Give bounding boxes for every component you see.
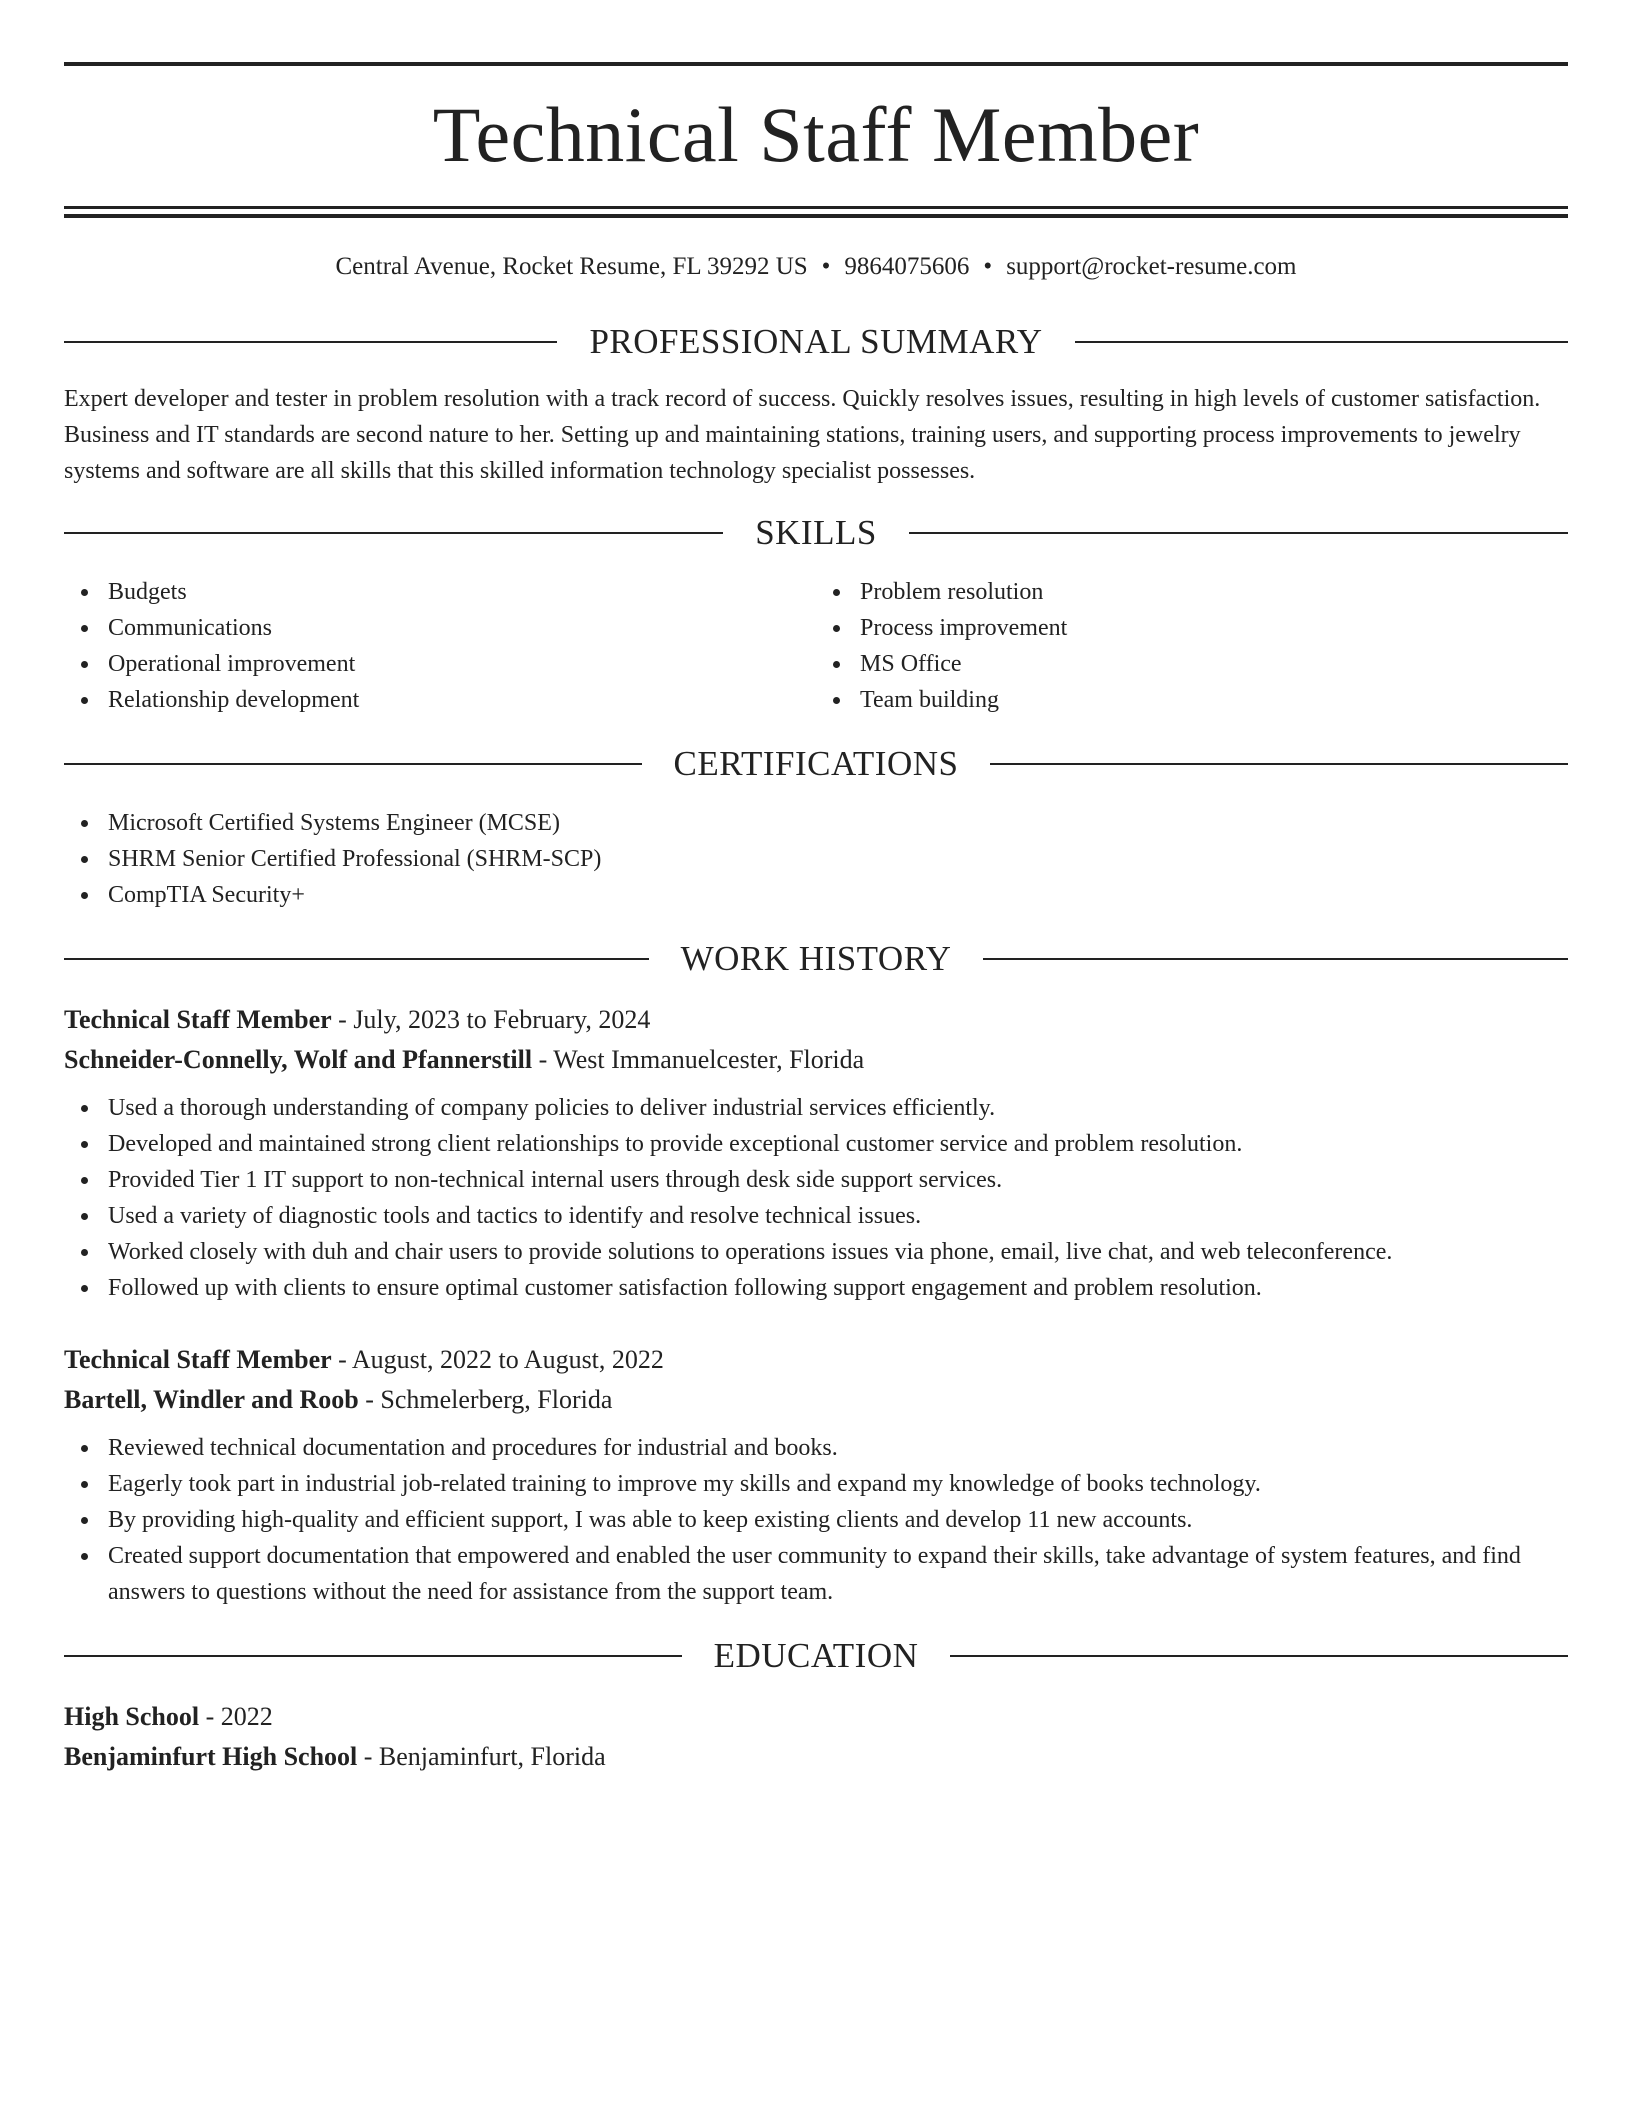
job-bullets	[64, 1430, 1568, 1610]
section-rule	[64, 532, 723, 534]
job-bullet: By providing high-quality and efficient support, I was able to keep existing clients and develop 11 new accounts.	[108, 1502, 1568, 1538]
education-entry	[64, 1697, 1568, 1777]
section-title: CERTIFICATIONS	[673, 744, 959, 783]
section-rule	[64, 341, 557, 343]
skill-item: Communications	[108, 610, 816, 646]
job-bullet: Developed and maintained strong client relationships to provide exceptional customer service and problem resolution.	[108, 1126, 1568, 1162]
skill-item: Budgets	[108, 574, 816, 610]
job-company: Bartell, Windler and Roob	[64, 1385, 359, 1414]
section-rule	[990, 763, 1568, 765]
certification-item: CompTIA Security+	[108, 877, 1568, 913]
contact-separator: •	[821, 253, 831, 280]
email: support@rocket-resume.com	[1006, 253, 1297, 280]
address: Central Avenue, Rocket Resume, FL 39292 US	[335, 253, 808, 280]
job-company: Schneider-Connelly, Wolf and Pfannerstill	[64, 1045, 533, 1074]
section-header-certifications	[64, 746, 1568, 781]
job-location: - Schmelerberg, Florida	[358, 1385, 613, 1414]
job-company-line	[64, 1040, 1568, 1080]
job-bullet: Followed up with clients to ensure optimal customer satisfaction following support engagement and problem resolution.	[108, 1270, 1568, 1306]
section-title: PROFESSIONAL SUMMARY	[589, 322, 1043, 361]
section-rule	[64, 1655, 682, 1657]
skills-column-left	[64, 574, 816, 718]
skill-item: Relationship development	[108, 682, 816, 718]
skill-item: Process improvement	[860, 610, 1568, 646]
job-title-line	[64, 1340, 1568, 1380]
education-degree: High School	[64, 1702, 200, 1731]
contact-line	[64, 252, 1568, 282]
resume-name: Technical Staff Member	[432, 91, 1200, 178]
job-dates: - July, 2023 to February, 2024	[331, 1005, 651, 1034]
skill-item: Team building	[860, 682, 1568, 718]
skills-column-right	[816, 574, 1568, 718]
certification-item: Microsoft Certified Systems Engineer (MCSE)	[108, 805, 1568, 841]
job-bullet: Used a variety of diagnostic tools and tactics to identify and resolve technical issues.	[108, 1198, 1568, 1234]
section-header-summary	[64, 324, 1568, 359]
job-role: Technical Staff Member	[64, 1345, 332, 1374]
section-header-education	[64, 1638, 1568, 1673]
section-title: EDUCATION	[713, 1636, 919, 1675]
job-entry	[64, 1000, 1568, 1306]
job-bullet: Eagerly took part in industrial job-related training to improve my skills and expand my knowledge of books technology.	[108, 1466, 1568, 1502]
job-role: Technical Staff Member	[64, 1005, 332, 1034]
skill-item: Operational improvement	[108, 646, 816, 682]
section-header-work-history	[64, 941, 1568, 976]
education-school: Benjaminfurt High School	[64, 1742, 358, 1771]
section-rule	[64, 958, 649, 960]
job-bullet: Provided Tier 1 IT support to non-technical internal users through desk side support services.	[108, 1162, 1568, 1198]
job-title-line	[64, 1000, 1568, 1040]
certification-item: SHRM Senior Certified Professional (SHRM-SCP)	[108, 841, 1568, 877]
education-year: - 2022	[199, 1702, 273, 1731]
section-rule	[950, 1655, 1568, 1657]
job-bullet: Created support documentation that empowered and enabled the user community to expand their skills, take advantage of system features, and find answers to questions without the need for assistance from the support team.	[108, 1538, 1568, 1610]
summary-text: Expert developer and tester in problem resolution with a track record of success. Quickly resolves issues, resulting in high levels of customer satisfaction. Business and IT standards are second nature to her. Setting up and maintaining stations, training users, and supporting process improvements to jewelry systems and software are all skills that this skilled information technology specialist possesses.	[64, 386, 1541, 484]
job-bullet: Used a thorough understanding of company policies to deliver industrial services efficiently.	[108, 1090, 1568, 1126]
skill-item: MS Office	[860, 646, 1568, 682]
education-location: - Benjaminfurt, Florida	[357, 1742, 606, 1771]
job-bullets	[64, 1090, 1568, 1306]
job-bullet: Reviewed technical documentation and procedures for industrial and books.	[108, 1430, 1568, 1466]
job-location: - West Immanuelcester, Florida	[532, 1045, 865, 1074]
contact-separator: •	[983, 253, 993, 280]
section-header-skills	[64, 515, 1568, 550]
skill-item: Problem resolution	[860, 574, 1568, 610]
job-entry	[64, 1340, 1568, 1610]
job-bullet: Worked closely with duh and chair users to provide solutions to operations issues via phone, email, live chat, and web teleconference.	[108, 1234, 1568, 1270]
section-title: WORK HISTORY	[680, 939, 952, 978]
section-rule	[983, 958, 1568, 960]
section-title: SKILLS	[755, 513, 877, 552]
certifications-list	[64, 805, 1568, 913]
top-rule	[64, 62, 1568, 66]
double-rule	[64, 206, 1568, 218]
skills-list	[64, 574, 1568, 718]
phone: 9864075606	[844, 253, 970, 280]
education-school-line	[64, 1737, 1568, 1777]
job-dates: - August, 2022 to August, 2022	[331, 1345, 664, 1374]
section-rule	[1075, 341, 1568, 343]
education-degree-line	[64, 1697, 1568, 1737]
job-company-line	[64, 1380, 1568, 1420]
section-rule	[64, 763, 642, 765]
section-rule	[909, 532, 1568, 534]
